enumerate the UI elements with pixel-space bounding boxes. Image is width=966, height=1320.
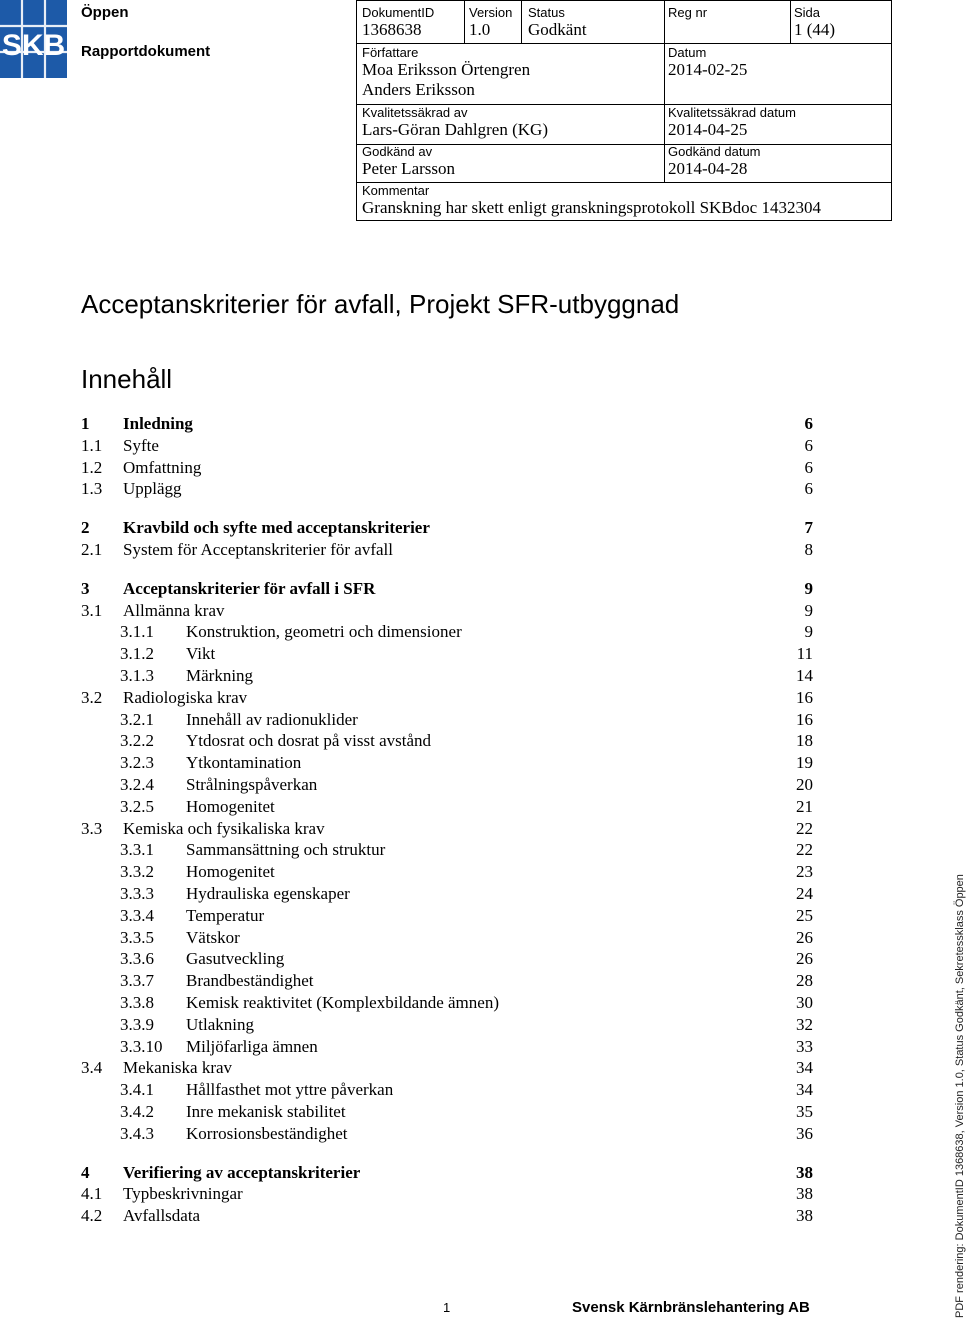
document-title: Acceptanskriterier för avfall, Projekt SFR-utbyggnad [81,289,680,319]
godkand-label: Godkänd av [362,144,433,159]
toc-entry-page: 35 [796,1102,813,1121]
status-cell [528,5,587,40]
toc-entry-number: 3.3.2 [120,862,154,881]
toc-entry-text: Avfallsdata [123,1206,201,1225]
status-value: Godkänt [528,20,587,39]
kommentar-label: Kommentar [362,183,430,198]
toc-entry-page: 22 [796,840,813,859]
logo-text: SKB [1,29,66,62]
toc-entry-text: Ytdosrat och dosrat på visst avstånd [186,731,432,750]
toc-entry-page: 6 [804,479,813,498]
version-label: Version [469,5,513,20]
toc-entry-text: Kemiska och fysikaliska krav [123,819,325,838]
toc-entry-page: 38 [796,1206,813,1225]
toc-entry[interactable] [81,643,813,665]
sida-value: 1 (44) [794,20,836,39]
kvalitetssakrad-label: Kvalitetssäkrad av [362,105,468,120]
toc-entry-page: 6 [804,458,813,477]
toc-entry-page: 36 [796,1124,813,1143]
toc-entry-page: 32 [796,1015,813,1034]
toc-entry-text: Innehåll av radionuklider [186,710,358,729]
godkand-cell [362,144,455,179]
toc-entry-page: 20 [796,775,813,794]
toc-entry-text: Typbeskrivningar [123,1184,243,1203]
toc-entry-number: 3.4.1 [120,1080,154,1099]
toc-heading: Innehåll [81,364,173,394]
toc-entry-text: Gasutveckling [186,949,285,968]
toc-entry-text: Homogenitet [186,797,275,816]
toc-entry-number: 3.3.1 [120,840,154,859]
toc-entry-page: 22 [796,819,813,838]
toc-entry-page: 18 [796,731,813,750]
toc-entry-text: Utlakning [186,1015,254,1034]
toc-entry-text: Sammansättning och struktur [186,840,386,859]
toc-entry-text: Verifiering av acceptanskriterier [123,1163,361,1182]
skb-logo [0,0,67,78]
sida-cell [794,5,835,40]
toc-entry[interactable] [81,457,813,479]
toc-entry-text: Upplägg [123,479,182,498]
toc-entry[interactable] [81,1014,813,1036]
toc-entry[interactable] [81,478,813,500]
toc-entry-number: 1.3 [81,479,103,498]
toc-entry[interactable] [81,517,813,539]
toc-entry-text: Acceptanskriterier för avfall i SFR [123,579,376,598]
toc-entry-page: 23 [796,862,813,881]
datum-value: 2014-02-25 [668,60,748,79]
toc-entry-text: Temperatur [186,906,265,925]
toc-entry[interactable] [81,774,813,796]
toc-entry-number: 4.2 [81,1206,103,1225]
toc-entry[interactable] [81,1057,813,1079]
toc-entry-number: 3.3.6 [120,949,154,968]
toc-entry-page: 7 [804,518,813,537]
toc-entry-page: 38 [796,1163,813,1182]
toc-entry[interactable] [81,927,813,949]
regnr-cell [668,5,707,20]
footer-page-number: 1 [443,1300,451,1315]
kvalitetssakrad-cell [362,105,548,140]
kommentar-cell [362,183,821,218]
toc-entry-page: 34 [796,1058,813,1077]
toc-entry-number: 3.3.3 [120,884,154,903]
godkand-value: Peter Larsson [362,159,456,178]
kvalitetssakrad-datum-value: 2014-04-25 [668,120,748,139]
toc-entry[interactable] [81,883,813,905]
footer-organization: Svensk Kärnbränslehantering AB [572,1299,810,1316]
godkand-datum-value: 2014-04-28 [668,159,748,178]
toc-entry-text: Allmänna krav [123,601,225,620]
dokumentid-label: DokumentID [362,5,435,20]
datum-cell [668,45,747,80]
toc-entry-page: 6 [804,436,813,455]
toc-entry-page: 14 [796,666,813,685]
toc-entry-text: Kravbild och syfte med acceptanskriterier [123,518,430,537]
toc-entry-number: 1.1 [81,436,103,455]
toc-entry[interactable] [81,621,813,643]
toc-entry[interactable] [81,578,813,600]
toc-entry-page: 9 [804,622,813,641]
toc-entry-number: 3.2.2 [120,731,154,750]
godkand-datum-cell [668,144,761,179]
toc-entry-text: Omfattning [123,458,202,477]
toc-entry[interactable] [81,1205,813,1227]
toc-entry-number: 4.1 [81,1184,103,1203]
toc-entry-number: 3.2.4 [120,775,154,794]
toc-entry-text: Mekaniska krav [123,1058,233,1077]
toc-entry-page: 25 [796,906,813,925]
toc-entry[interactable] [81,948,813,970]
forfattare-value-1: Moa Eriksson Örtengren [362,60,531,79]
classification-label: Öppen [81,4,129,21]
toc-entry[interactable] [81,796,813,818]
toc-entry-number: 3.3.4 [120,906,154,925]
toc-entry-number: 1 [81,414,90,433]
toc-entry[interactable] [81,1079,813,1101]
toc-entry-number: 3.2 [81,688,103,707]
dokumentid-value: 1368638 [362,20,422,39]
toc-entry[interactable] [81,687,813,709]
toc-entry-number: 3.3.9 [120,1015,154,1034]
toc-entry-page: 33 [796,1037,813,1056]
toc-entry[interactable] [81,1162,813,1184]
toc-entry-page: 26 [796,928,813,947]
forfattare-label: Författare [362,45,419,60]
version-value: 1.0 [469,20,491,39]
toc-entry[interactable] [81,1036,813,1058]
toc-entry-page: 16 [796,710,813,729]
toc-entry-number: 3.1.1 [120,622,154,641]
kommentar-value: Granskning har skett enligt granskningsprotokoll SKBdoc 1432304 [362,198,821,217]
toc-entry-text: Miljöfarliga ämnen [186,1037,318,1056]
toc-entry-number: 3.3.5 [120,928,154,947]
toc-entry-page: 6 [804,414,813,433]
toc-entry[interactable] [81,818,813,840]
toc-entry[interactable] [81,435,813,457]
toc-entry-number: 3.2.3 [120,753,154,772]
toc-entry-number: 3.3 [81,819,103,838]
toc-entry-page: 30 [796,993,813,1012]
toc-entry-page: 9 [804,601,813,620]
toc-entry-text: Märkning [186,666,254,685]
toc-entry[interactable] [81,752,813,774]
toc-entry-number: 2.1 [81,540,103,559]
toc-entry-text: Inre mekanisk stabilitet [186,1102,346,1121]
forfattare-cell [362,45,530,100]
toc-entry-number: 3.2.1 [120,710,154,729]
toc-entry-text: Hållfasthet mot yttre påverkan [186,1080,394,1099]
toc-entry-page: 19 [796,753,813,772]
toc-entry[interactable] [81,1101,813,1123]
toc-entry[interactable] [81,730,813,752]
toc-entry-text: Radiologiska krav [123,688,248,707]
sida-label: Sida [794,5,821,20]
kvalitetssakrad-datum-cell [668,105,796,140]
toc-entry-number: 4 [81,1163,90,1182]
toc-entry[interactable] [81,539,813,561]
kvalitetssakrad-value: Lars-Göran Dahlgren (KG) [362,120,548,139]
toc-entry-text: Syfte [123,436,159,455]
toc-entry-number: 3.2.5 [120,797,154,816]
toc-entry-text: Korrosionsbeständighet [186,1124,348,1143]
toc-entry[interactable] [81,905,813,927]
toc-entry-number: 3.1 [81,601,103,620]
version-cell [469,5,512,40]
document-type-label: Rapportdokument [81,43,211,60]
dokumentid-cell [362,5,434,40]
status-label: Status [528,5,565,20]
toc-entry-page: 38 [796,1184,813,1203]
toc-entry-text: Ytkontamination [186,753,302,772]
toc-entry-number: 3.1.2 [120,644,154,663]
pdf-rendering-note: PDF rendering: DokumentID 1368638, Version 1.0, Status Godkänt, Sekretessklass Öppen [954,874,966,1318]
toc-entry-page: 28 [796,971,813,990]
toc-entry-page: 21 [796,797,813,816]
toc-entry-number: 2 [81,518,90,537]
toc-entry-number: 3.3.8 [120,993,154,1012]
toc-entry-page: 34 [796,1080,813,1099]
datum-label: Datum [668,45,707,60]
toc-entry-number: 3.4 [81,1058,103,1077]
toc-entry-number: 3 [81,579,90,598]
toc-entry[interactable] [81,861,813,883]
toc-entry[interactable] [81,709,813,731]
godkand-datum-label: Godkänd datum [668,144,761,159]
toc-entry-page: 9 [804,579,813,598]
toc-entry[interactable] [81,413,813,435]
toc-entry-text: Homogenitet [186,862,275,881]
toc-entry[interactable] [81,1123,813,1145]
toc-entry-text: Hydrauliska egenskaper [186,884,350,903]
toc-entry-text: Kemisk reaktivitet (Komplexbildande ämnen) [186,993,499,1012]
toc-entry-text: Vikt [186,644,216,663]
toc-entry-number: 3.3.7 [120,971,154,990]
toc-entry[interactable] [81,1183,813,1205]
toc-entry-number: 3.4.2 [120,1102,154,1121]
toc-entry-text: Vätskor [186,928,240,947]
toc-entry-text: Strålningspåverkan [186,775,318,794]
toc-entry-number: 3.1.3 [120,666,154,685]
toc-entry-text: Brandbeständighet [186,971,314,990]
regnr-label: Reg nr [668,5,708,20]
toc-entry[interactable] [81,970,813,992]
toc-entry-page: 11 [796,644,813,663]
toc-entry-number: 3.4.3 [120,1124,154,1143]
forfattare-value-2: Anders Eriksson [362,80,475,99]
toc-entry-number: 1.2 [81,458,103,477]
document-metadata-table [356,0,892,221]
toc-entry-text: Inledning [123,414,193,433]
toc-entry-page: 26 [796,949,813,968]
toc-entry-number: 3.3.10 [120,1037,163,1056]
toc-entry[interactable] [81,992,813,1014]
toc-entry-page: 16 [796,688,813,707]
toc-entry[interactable] [81,839,813,861]
toc-entry[interactable] [81,600,813,622]
toc-entry[interactable] [81,665,813,687]
toc-entry-page: 8 [804,540,813,559]
toc-entry-page: 24 [796,884,813,903]
kvalitetssakrad-datum-label: Kvalitetssäkrad datum [668,105,796,120]
toc-entry-text: System för Acceptanskriterier för avfall [123,540,394,559]
toc-entry-text: Konstruktion, geometri och dimensioner [186,622,462,641]
